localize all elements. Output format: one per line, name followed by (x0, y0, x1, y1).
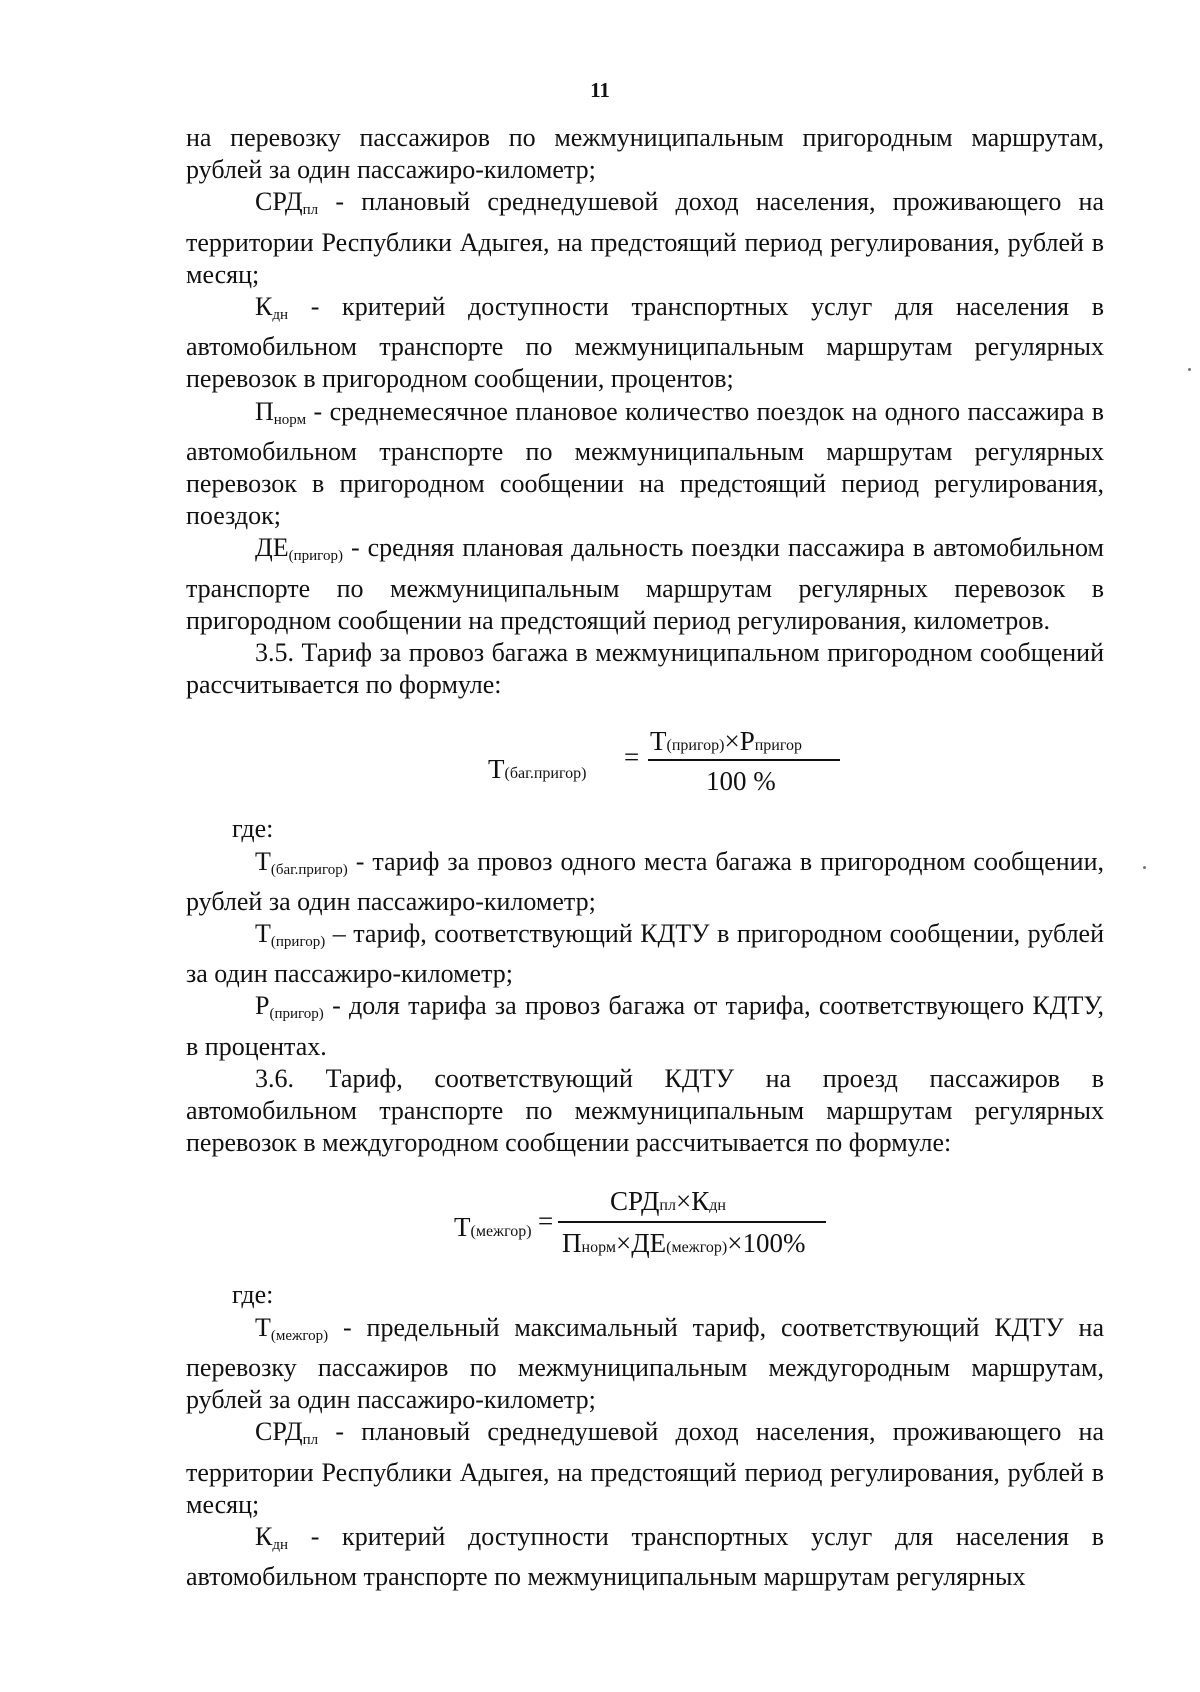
definition-text: – тариф, соответствующий КДТУ в пригородном сообщении, рублей за один пассажиро-километр; (186, 919, 1104, 989)
formula-lhs: Т(межгор) (454, 1212, 532, 1243)
symbol: Т (255, 919, 271, 949)
paragraph-continuation: на перевозку пассажиров по межмуниципальным пригородным маршрутам, рублей за один пассажиро-километр; (186, 123, 1104, 185)
section-3-5-text: 3.5. Тариф за провоз багажа в межмуниципальном пригородном сообщений рассчитывается по формуле: (186, 638, 1104, 700)
definition-text: - доля тарифа за провоз багажа от тарифа, соответствующего КДТУ, в процентах. (186, 991, 1104, 1061)
formula-numerator: СРДпл×Кдн (610, 1186, 726, 1217)
symbol-subscript: (пригор) (288, 548, 343, 565)
symbol-subscript: (пригор) (269, 1006, 324, 1023)
symbol-subscript: (баг.пригор) (270, 861, 348, 878)
definition-p (186, 396, 1104, 533)
formula-equals: = (538, 1206, 554, 1237)
definition-srd (186, 186, 1104, 291)
symbol: К (255, 292, 273, 322)
definition-k-2 (186, 1521, 1104, 1593)
section-3-6-text: 3.6. Тариф, соответствующий КДТУ на проезд пассажиров в автомобильном транспорте по межмуниципальным маршрутам регулярных перевозок в междугородном сообщении рассчитывается по формуле: (186, 1063, 1104, 1158)
definition-text: - плановый среднедушевой доход населения, проживающего на территории Республики Адыгея, на предстоящий период регулирования, рублей в месяц; (186, 187, 1104, 289)
definition-r (186, 990, 1104, 1062)
formula-equals: = (624, 742, 640, 773)
where-label: где: (232, 1280, 274, 1310)
definition-text: - предельный максимальный тариф, соответствующий КДТУ на перевозку пассажиров по межмуниципальным междугородным маршрутам, рублей за один пассажиро-километр; (186, 1312, 1104, 1415)
formula-denominator: 100 % (706, 766, 776, 797)
definition-k (186, 291, 1104, 396)
definition-text: - критерий доступности транспортных услуг для населения в автомобильном транспорте по межмуниципальным маршрутам регулярных (186, 1521, 1104, 1592)
symbol: СРД (255, 187, 303, 217)
definition-text: - тариф за провоз одного места багажа в пригородном сообщении, рублей за один пассажиро-километр; (186, 846, 1104, 916)
definition-text: - средняя плановая дальность поездки пассажира в автомобильном транспорте по межмуниципальным маршрутам регулярных перевозок в пригородном сообщении на предстоящий период регулирования, километров. (186, 533, 1104, 635)
formula-intercity-tariff (186, 1159, 1104, 1279)
page-number: 11 (590, 78, 610, 102)
symbol: К (255, 1521, 273, 1551)
formula-lhs: Т(баг.пригор) (488, 754, 587, 785)
definition-t-bag (186, 846, 1104, 918)
symbol-subscript: дн (272, 307, 289, 324)
symbol: Т (255, 846, 271, 876)
scan-speck (1188, 368, 1191, 371)
symbol: Т (255, 1312, 271, 1342)
symbol-subscript: норм (273, 411, 307, 428)
where-label: где: (232, 814, 274, 844)
symbol-subscript: пл (302, 202, 319, 219)
symbol: П (255, 396, 274, 426)
symbol-subscript: дн (272, 1536, 289, 1553)
symbol: Р (255, 991, 270, 1021)
definition-srd-2 (186, 1416, 1104, 1521)
symbol-subscript: пл (302, 1432, 319, 1449)
symbol: ДЕ (255, 533, 289, 563)
formula-denominator: Пнорм×ДЕ(межгор)×100% (562, 1228, 806, 1259)
formula-baggage-tariff (186, 701, 1104, 813)
symbol-subscript: (пригор) (270, 934, 326, 951)
fraction-bar (558, 1221, 826, 1223)
fraction-bar (648, 759, 840, 761)
definition-text: - критерий доступности транспортных услуг для населения в автомобильном транспорте по межмуниципальным маршрутам регулярных перевозок в пригородном сообщении, процентов; (186, 292, 1104, 394)
document-body (186, 122, 1104, 1593)
symbol-subscript: (межгор) (270, 1327, 329, 1344)
definition-de (186, 532, 1104, 637)
definition-text: - плановый среднедушевой доход населения, проживающего на территории Республики Адыгея, на предстоящий период регулирования, рублей в месяц; (186, 1417, 1104, 1519)
scan-speck (1143, 866, 1146, 869)
definition-t-mezhgor (186, 1312, 1104, 1417)
symbol: СРД (255, 1417, 303, 1447)
formula-numerator: Т(пригор)×Рпригор (650, 726, 803, 757)
definition-t-prigor (186, 918, 1104, 990)
definition-text: - среднемесячное плановое количество поездок на одного пассажира в автомобильном транспорте по межмуниципальным маршрутам регулярных перевозок в пригородном сообщении на предстоящий период регулирования, поездок; (186, 396, 1104, 531)
